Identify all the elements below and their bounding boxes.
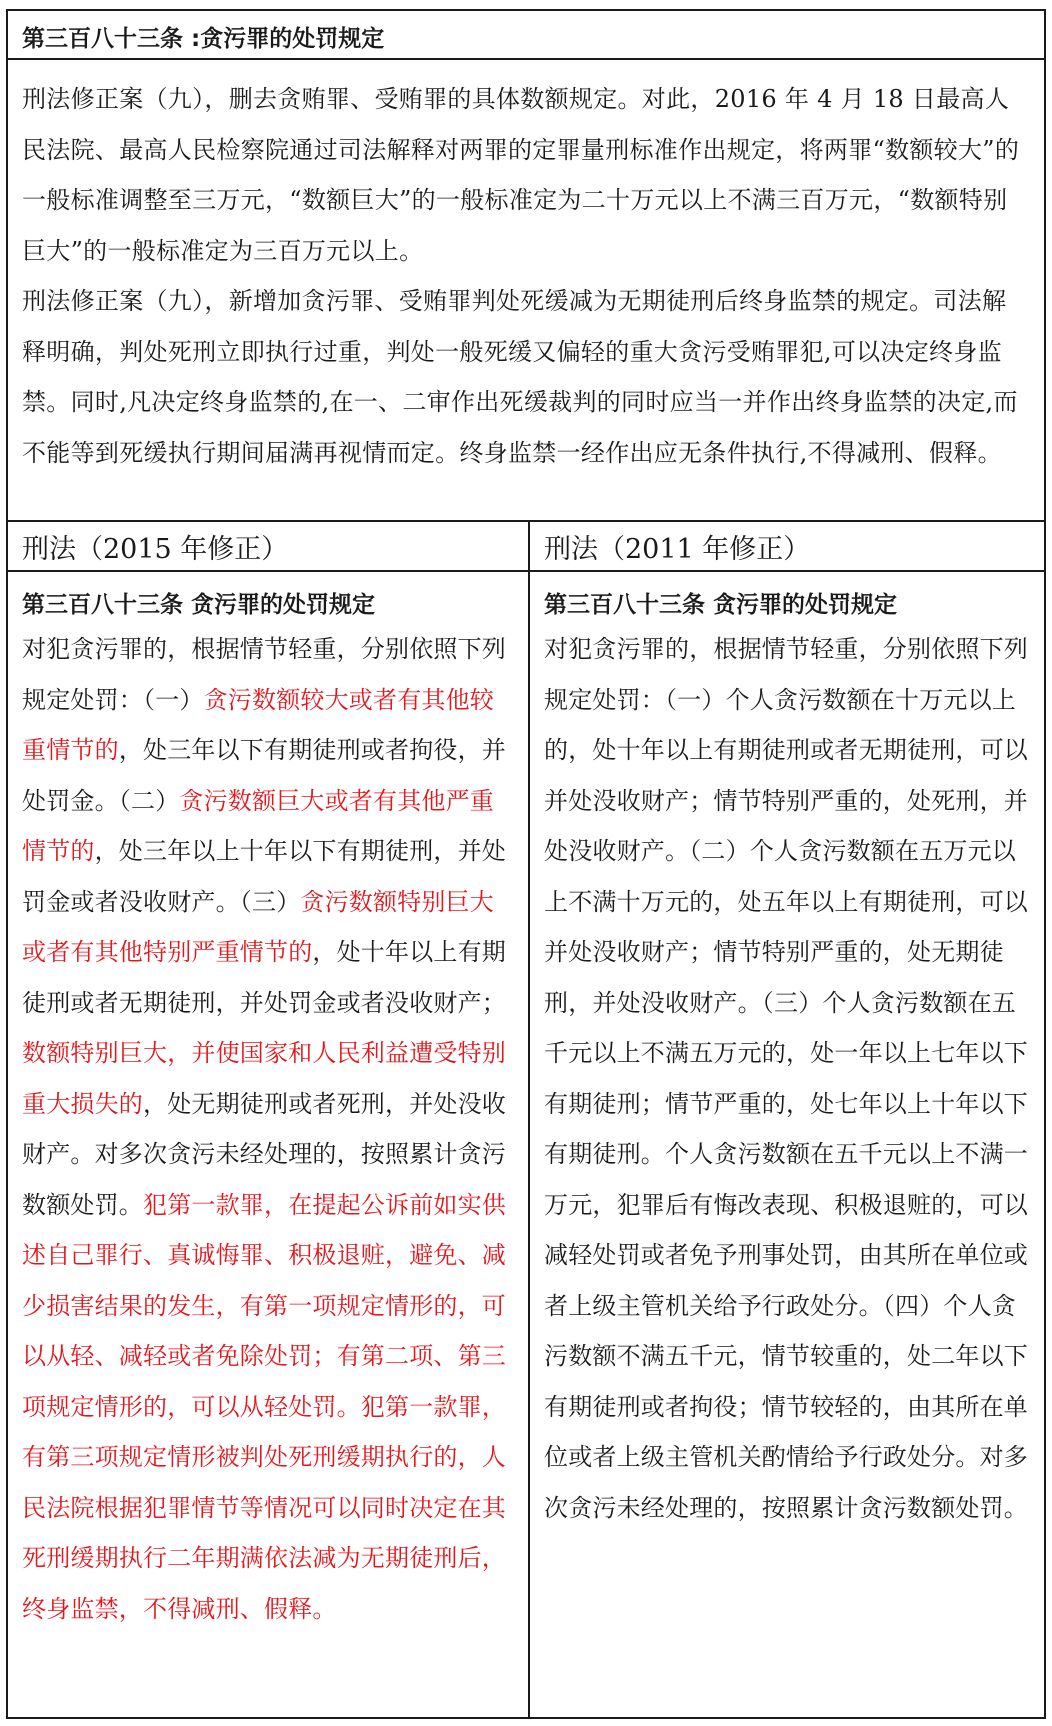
body-segment: 对犯贪污罪的，根据情节轻重，分别依照下列规定处罚：（一） <box>22 635 506 714</box>
column-2015-article-title: 第三百八十三条 贪污罪的处罚规定 <box>22 592 376 618</box>
body-segment: ，处十年以上有期徒刑或者无期徒刑，并处罚金或者没收财产； <box>22 938 507 1017</box>
highlighted-segment: 数额特别巨大，并使国家和人民利益遭受特别重大损失的 <box>22 1039 506 1118</box>
comparison-columns <box>8 522 1044 1717</box>
column-2011 <box>530 522 1044 1717</box>
article-header: 第三百八十三条 :贪污罪的处罚规定 <box>8 11 1044 60</box>
column-2015-body <box>8 624 528 1634</box>
notes-paragraph-2: 刑法修正案（九），新增加贪污罪、受贿罪判处死缓减为无期徒刑后终身监禁的规定。司法解释明确，判处死刑立即执行过重，判处一般死缓又偏轻的重大贪污受贿罪犯,可以决定终身监禁。同时,凡决定终身监禁的,在一、二审作出死缓裁判的同时应当一并作出终身监禁的决定,而不能等到死缓执行期间届满再视情而定。终身监禁一经作出应无条件执行,不得减刑、假释。 <box>22 287 1018 467</box>
column-2011-article-title: 第三百八十三条 贪污罪的处罚规定 <box>544 592 898 618</box>
explanatory-notes <box>8 60 1044 522</box>
highlighted-segment: 贪污数额特别巨大或者有其他特别严重情节的 <box>22 887 495 966</box>
highlighted-segment: 贪污数额较大或者有其他较重情节的 <box>22 685 495 764</box>
body-segment: ，处无期徒刑或者死刑，并处没收财产。对多次贪污未经处理的，按照累计贪污数额处罚。 <box>22 1089 506 1219</box>
column-2015 <box>8 522 530 1717</box>
highlighted-segment: 犯第一款罪，在提起公诉前如实供述自己罪行、真诚悔罪、积极退赃，避免、减少损害结果的发生，有第一项规定情形的，可以从轻、减轻或者免除处罚；有第二项、第三项规定情形的，可以从轻处罚。犯第一款罪，有第三项规定情形被判处死刑缓期执行的，人民法院根据犯罪情节等情况可以同时决定在其死刑缓期执行二年期满依法减为无期徒刑后，终身监禁，不得减刑、假释。 <box>22 1190 506 1623</box>
column-2015-heading: 刑法（2015 年修正） <box>8 522 528 572</box>
body-segment: ，处三年以上十年以下有期徒刑，并处罚金或者没收财产。（三） <box>22 837 507 916</box>
body-segment: ，处三年以下有期徒刑或者拘役，并处罚金。（二） <box>22 736 507 815</box>
notes-paragraph-1: 刑法修正案（九），删去贪贿罪、受贿罪的具体数额规定。对此，2016 年 4 月 18 日最高人民法院、最高人民检察院通过司法解释对两罪的定罪量刑标准作出规定，将两罪“数额较大”的一般标准调整至三万元，“数额巨大”的一般标准定为二十万元以上不满三百万元，“数额特别巨大”的一般标准定为三百万元以上。 <box>22 85 1020 265</box>
highlighted-segment: 贪污数额巨大或者有其他严重情节的 <box>22 786 495 865</box>
column-2011-heading: 刑法（2011 年修正） <box>530 522 1044 572</box>
column-2011-body: 对犯贪污罪的，根据情节轻重，分别依照下列规定处罚：（一）个人贪污数额在十万元以上的，处十年以上有期徒刑或者无期徒刑，可以并处没收财产；情节特别严重的，处死刑，并处没收财产。（二）个人贪污数额在五万元以上不满十万元的，处五年以上有期徒刑，可以并处没收财产；情节特别严重的，处无期徒刑，并处没收财产。（三）个人贪污数额在五千元以上不满五万元的，处一年以上七年以下有期徒刑；情节严重的，处七年以上十年以下有期徒刑。个人贪污数额在五千元以上不满一万元，犯罪后有悔改表现、积极退赃的，可以减轻处罚或者免予刑事处罚，由其所在单位或者上级主管机关给予行政处分。（四）个人贪污数额不满五千元，情节较重的，处二年以下有期徒刑或者拘役；情节较轻的，由其所在单位或者上级主管机关酌情给予行政处分。对多次贪污未经处理的，按照累计贪污数额处罚。 <box>544 635 1028 1522</box>
law-comparison-table <box>6 9 1046 1719</box>
